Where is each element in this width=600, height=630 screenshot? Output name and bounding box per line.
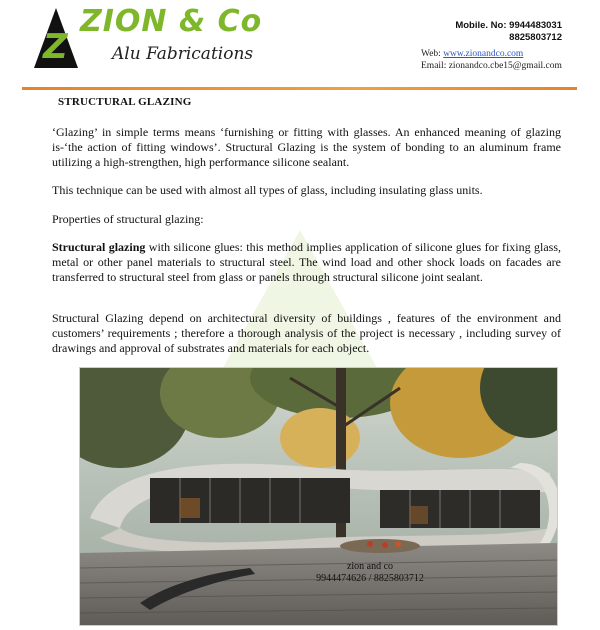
brand-tagline: Alu Fabrications xyxy=(112,44,254,64)
mobile-number-1: 9944483031 xyxy=(509,20,562,31)
paragraph-glazing-definition: ‘Glazing’ in simple terms means ‘furnishing or fitting with glasses. An enhanced meaning of glazing is-‘the action of fitting windows’. Structural Glazing is the system of bonding to an aluminum frame utilizing a high-strengthen, high performance silicone sealant. xyxy=(52,125,561,169)
contact-web-email xyxy=(421,48,562,72)
building-photo xyxy=(79,367,558,626)
letterhead xyxy=(0,0,600,90)
paragraph-silicone-glues-text: with silicone glues: this method implies application of silicone glues for fixing glass, metal or other panel materials to structural steel. The wind load and other shock loads on facades are transferred to structural steel from glass or panels through structural silicone joint sealant. xyxy=(52,240,562,284)
caption-company: zion and co xyxy=(346,561,394,572)
mobile-label: Mobile. No: xyxy=(455,20,507,31)
brand-name: ZION & Co xyxy=(80,4,263,39)
web-label: Web: xyxy=(421,49,441,59)
bold-term: Structural glazing xyxy=(52,240,146,254)
svg-text:Z: Z xyxy=(43,27,68,67)
paragraph-glass-types: This technique can be used with almost all types of glass, including insulating glass units. xyxy=(52,183,483,197)
paragraph-properties-heading: Properties of structural glazing: xyxy=(52,212,204,226)
contact-phone xyxy=(455,20,562,44)
email-label: Email: xyxy=(421,61,447,71)
paragraph-silicone-glues xyxy=(52,240,561,285)
caption-phone: 9944474626 / 8825803712 xyxy=(316,573,424,584)
website-link[interactable]: www.zionandco.com xyxy=(443,49,524,59)
paragraph-architectural-diversity: Structural Glazing depend on architectural diversity of buildings , features of the environment and customers’ requirements ; therefore a thorough analysis of the project is necessary , including survey of drawings and approval of substrates and materials for each object. xyxy=(52,311,561,355)
photo-caption xyxy=(300,561,440,585)
email-address[interactable]: zionandco.cbe15@gmail.com xyxy=(448,61,562,71)
document-title: STRUCTURAL GLAZING xyxy=(58,96,192,108)
zion-logo-icon xyxy=(32,6,80,70)
mobile-number-2: 8825803712 xyxy=(509,32,562,43)
header-divider xyxy=(22,87,577,90)
